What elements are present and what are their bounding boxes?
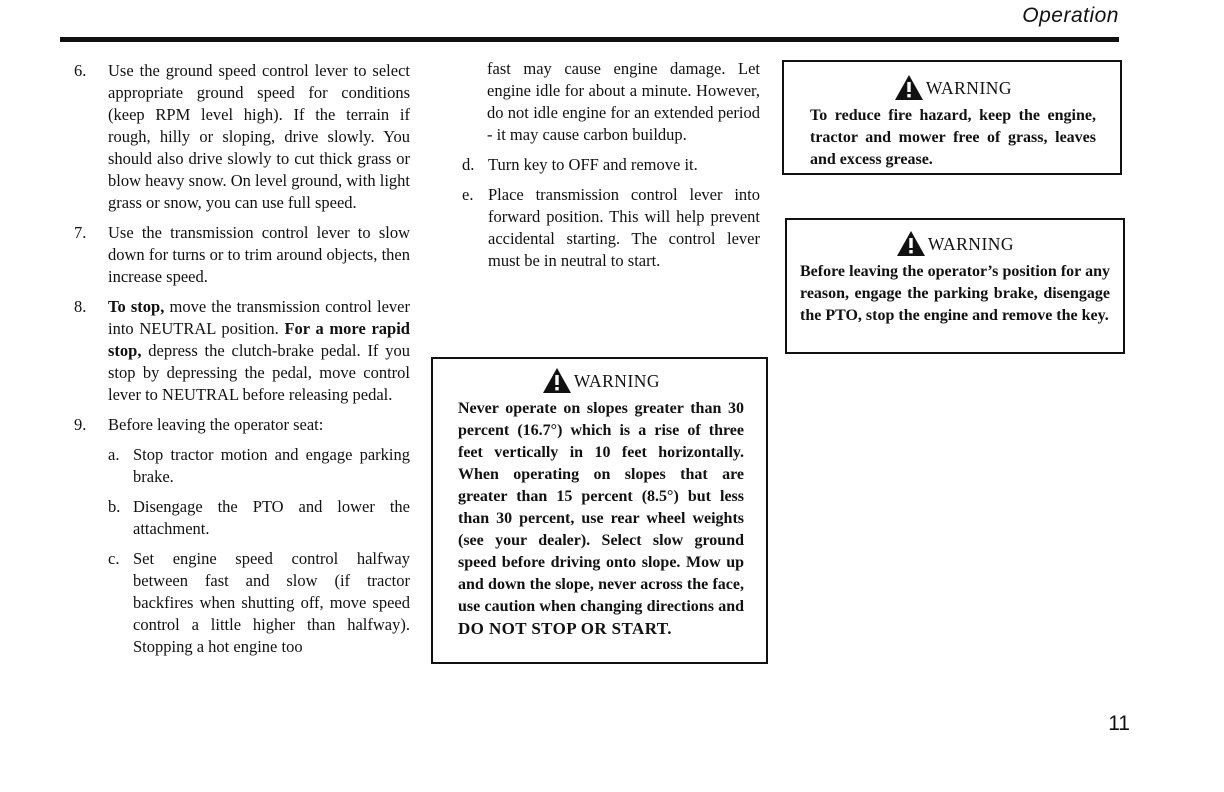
subitem-d: [462, 154, 760, 176]
warning-triangle-icon: [896, 230, 926, 257]
warning-text: Before leaving the operator’s position for any reason, engage the parking brake, disengage the PTO, stop the engine and remove the key.: [800, 263, 1110, 324]
item-number: 6.: [74, 61, 87, 80]
warning-title: WARNING: [925, 77, 1013, 98]
warning-box-slopes: [431, 357, 768, 664]
column-middle: [462, 58, 760, 280]
warning-title: WARNING: [927, 233, 1015, 254]
list-item-6: [74, 60, 410, 214]
header-rule: [60, 37, 1119, 42]
subitem-text: Set engine speed control halfway between fast and slow (if tractor backfires when shutting off, move speed control a little higher than halfway). Stopping a hot engine too: [133, 549, 410, 656]
warning-title: WARNING: [573, 370, 661, 391]
item-number: 8.: [74, 297, 87, 316]
page-number: 11: [1108, 712, 1130, 735]
subitem-text: Place transmission control lever into forward position. This will help prevent accidental starting. The control lever must be in neutral to start.: [488, 185, 760, 270]
item-text-b: depress the clutch-brake pedal. If you stop by depressing the pedal, move control lever to NEUTRAL before releasing pedal.: [108, 341, 410, 404]
warning-text-main: Never operate on slopes greater than 30 percent (16.7°) which is a rise of three feet vertically in 10 feet horizontally. When operating on slopes that are greater than 15 percent (8.5°) but less than 30 percent, use rear wheel weights (see your dealer). Select slow ground speed before driving onto slope. Mow up and down the slope, never across the face, use caution when changing directions and: [458, 400, 744, 615]
item-text: Use the ground speed control lever to select appropriate ground speed for conditions (keep RPM level high). If the terrain if rough, hilly or sloping, drive slowly. You should also drive slowly to cut thick grass or blow heavy snow. On level ground, with light grass or snow, you can use full speed.: [108, 61, 410, 212]
page-header-title: Operation: [1022, 4, 1119, 27]
subitem-a: [108, 444, 410, 488]
item-bold-2: For a more rapid stop,: [108, 319, 410, 360]
warning-box-fire-hazard: [782, 60, 1122, 175]
item-text-a: move the transmission control lever into NEUTRAL position.: [108, 297, 410, 338]
subitem-c: [108, 548, 410, 658]
warning-header: [800, 230, 1110, 257]
list-item-8: [74, 296, 410, 406]
subitem-text: Stop tractor motion and engage parking brake.: [133, 445, 410, 486]
subitem-c-continuation: fast may cause engine damage. Let engine idle for about a minute. However, do not idle engine for an extended period - it may cause carbon buildup.: [487, 59, 760, 144]
item-text: Before leaving the operator seat:: [108, 415, 324, 434]
subitem-text: Disengage the PTO and lower the attachment.: [133, 497, 410, 538]
sublist: [108, 444, 410, 658]
subitem-text: Turn key to OFF and remove it.: [488, 155, 698, 174]
list-item-7: [74, 222, 410, 288]
warning-header: [810, 74, 1096, 101]
warning-triangle-icon: [542, 367, 572, 394]
column-left: [74, 60, 410, 666]
subitem-letter: d.: [462, 155, 475, 174]
subitem-e: [462, 184, 760, 272]
warning-text: To reduce fire hazard, keep the engine, tractor and mower free of grass, leaves and excess grease.: [810, 107, 1096, 168]
warning-box-leaving-seat: [785, 218, 1125, 354]
item-number: 7.: [74, 223, 87, 242]
warning-header: [458, 367, 744, 394]
item-text: Use the transmission control lever to slow down for turns or to trim around objects, then increase speed.: [108, 223, 410, 286]
list-item-9: [74, 414, 410, 436]
item-number: 9.: [74, 415, 87, 434]
subitem-letter: e.: [462, 185, 474, 204]
subitem-letter: a.: [108, 445, 120, 464]
subitem-b: [108, 496, 410, 540]
subitem-letter: c.: [108, 549, 120, 568]
item-text: [108, 296, 410, 406]
warning-triangle-icon: [894, 74, 924, 101]
item-lead-bold: To stop,: [108, 297, 165, 316]
subitem-letter: b.: [108, 497, 121, 516]
warning-text-emphasis: DO NOT STOP OR START.: [458, 619, 672, 638]
warning-text: [458, 398, 744, 641]
